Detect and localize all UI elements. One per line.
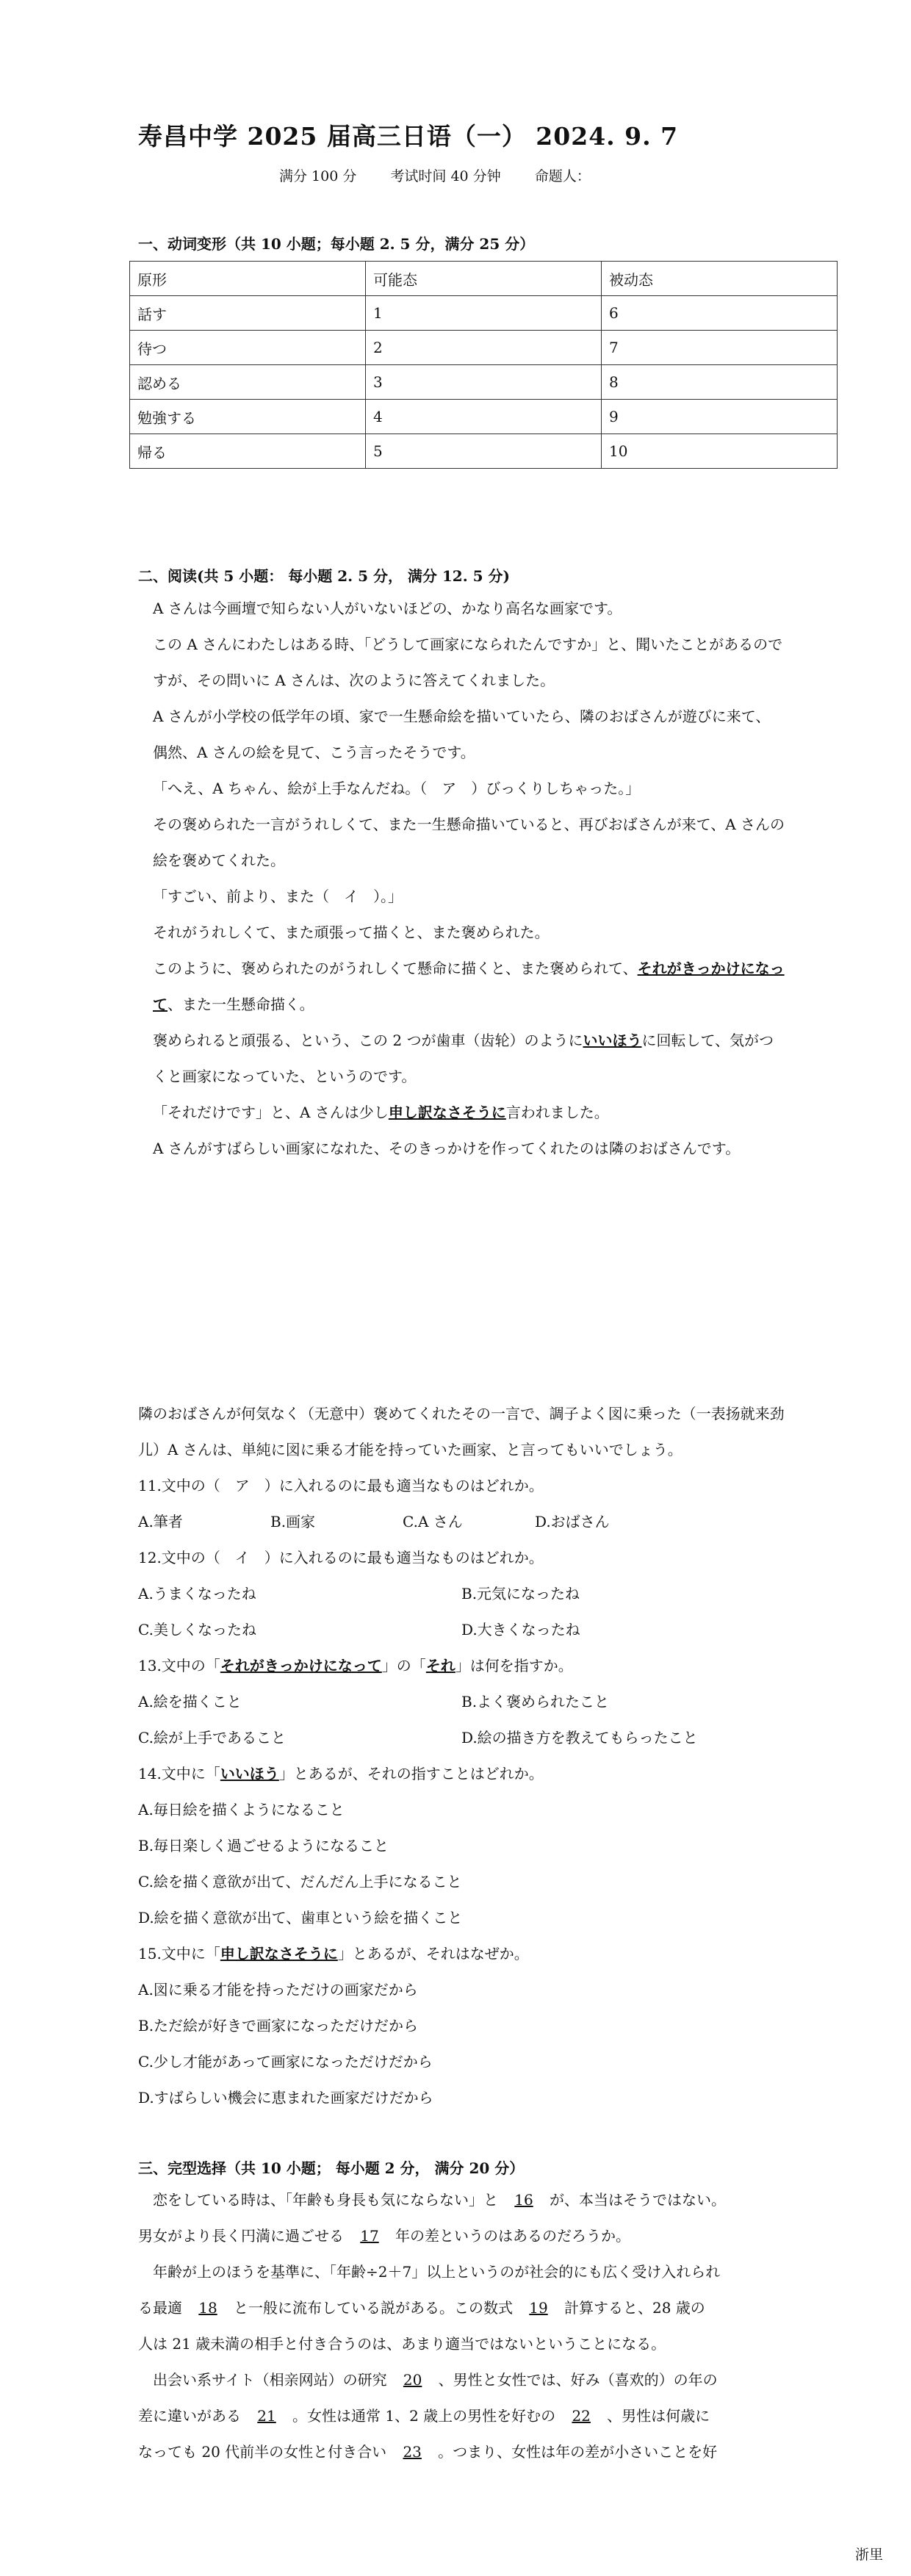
text-run: 14.文中に「 <box>138 1765 220 1782</box>
blank-21: 21 <box>257 2407 276 2425</box>
questions-block <box>138 1468 799 2116</box>
table-row <box>130 296 838 331</box>
text-run: 「それだけです」と、A さんは少し <box>153 1104 389 1121</box>
passage-paragraph <box>138 1023 785 1095</box>
text-run: 年の差というのはあるのだろうか。 <box>395 2227 630 2245</box>
reading-passage-continued <box>138 1396 785 1468</box>
text-run: 」とあるが、それはなぜか。 <box>337 1945 529 1962</box>
option: D.おばさん <box>535 1513 610 1530</box>
score-info: 满分 100 分 <box>279 168 357 184</box>
passage-paragraph: 隣のおばさんが何気なく（无意中）褒めてくれたその一言で、調子よく図に乗った（一表扬就来劲儿）A さんは、単純に図に乗る才能を持っていた画家、と言ってもいいでしょう。 <box>138 1405 785 1458</box>
text-run: 。つまり、女性は年の差が小さいことを好 <box>438 2443 718 2461</box>
cloze-line <box>138 2218 785 2254</box>
section1-heading: 一、动词变形（共 10 小题；每小题 2. 5 分，满分 25 分） <box>138 235 535 253</box>
question-11-options <box>138 1504 799 1540</box>
passage-paragraph: A さんがすばらしい画家になれた、そのきっかけを作ってくれたのは隣のおばさんです。 <box>153 1140 741 1157</box>
table-header-row <box>130 262 838 296</box>
table-cell: 7 <box>602 331 838 365</box>
text-run: 」の「 <box>381 1657 426 1674</box>
text-run: 計算すると、28 歳の <box>564 2299 705 2317</box>
text-run: 、また一生懸命描く。 <box>168 996 314 1013</box>
option: D.すばらしい機会に恵まれた画家だけだから <box>138 2089 433 2107</box>
underlined-phrase: いいほう <box>583 1032 642 1049</box>
section2-heading: 二、阅读(共 5 小题： 每小题 2. 5 分， 满分 12. 5 分) <box>138 567 510 585</box>
blank-20: 20 <box>403 2371 422 2389</box>
underlined-phrase: それがきっかけになって <box>153 960 785 1013</box>
table-cell: 帰る <box>130 434 366 469</box>
table-cell: 待つ <box>130 331 366 365</box>
reading-passage <box>138 591 785 1167</box>
option: D.絵を描く意欲が出て、歯車という絵を描くこと <box>138 1909 463 1926</box>
table-header: 被动态 <box>602 262 838 296</box>
option: B.画家 <box>270 1513 316 1530</box>
table-cell: 5 <box>366 434 602 469</box>
passage-paragraph: それがうれしくて、また頑張って描くと、また褒められた。 <box>153 924 550 941</box>
passage-paragraph <box>138 951 785 1023</box>
question-13 <box>138 1648 799 1684</box>
option: A.筆者 <box>138 1513 183 1530</box>
text-run: 、男性は何歳に <box>607 2407 710 2425</box>
text-run: と一般に流布している説がある。この数式 <box>234 2299 513 2317</box>
table-cell: 9 <box>602 400 838 434</box>
option: C.絵を描く意欲が出て、だんだん上手になること <box>138 1873 462 1890</box>
table-row <box>130 434 838 469</box>
table-row <box>130 400 838 434</box>
table-header: 可能态 <box>366 262 602 296</box>
option: B.元気になったね <box>461 1585 580 1602</box>
cloze-line <box>138 2182 785 2218</box>
passage-paragraph: A さんは今画壇で知らない人がいないほどの、かなり高名な画家です。 <box>153 600 622 617</box>
question-12-options <box>138 1612 799 1648</box>
table-cell: 3 <box>366 365 602 400</box>
table-cell: 2 <box>366 331 602 365</box>
option: B.よく褒められたこと <box>461 1693 610 1710</box>
page-title: 寿昌中学 2025 届高三日语（一） 2024. 9. 7 <box>138 122 679 151</box>
option: A.絵を描くこと <box>138 1693 242 1710</box>
passage-paragraph: 「へえ、A ちゃん、絵が上手なんだね。（ ア ）びっくりしちゃった。」 <box>153 780 641 797</box>
text-run: る最適 <box>138 2299 182 2317</box>
passage-paragraph <box>138 1095 785 1131</box>
table-cell: 認める <box>130 365 366 400</box>
question-13-options <box>138 1684 799 1720</box>
text-run: が、本当はそうではない。 <box>550 2191 726 2209</box>
option: B.毎日楽しく過ごせるようになること <box>138 1837 389 1854</box>
underlined-phrase: いいほう <box>220 1765 279 1782</box>
option: A.図に乗る才能を持っただけの画家だから <box>138 1981 418 1998</box>
text-run: なっても 20 代前半の女性と付き合い <box>138 2443 387 2461</box>
option: C.A さん <box>403 1513 463 1530</box>
text-run: 15.文中に「 <box>138 1945 220 1962</box>
table-cell: 1 <box>366 296 602 331</box>
blank-16: 16 <box>514 2191 533 2209</box>
time-info: 考试时间 40 分钟 <box>390 168 501 184</box>
option: D.絵の描き方を教えてもらったこと <box>461 1729 698 1746</box>
exam-info <box>279 165 620 185</box>
text-run: 、男性と女性では、好み（喜欢的）の年の <box>438 2371 718 2389</box>
table-row <box>130 365 838 400</box>
question-15 <box>138 1936 799 1972</box>
text-run: このように、褒められたのがうれしくて懸命に描くと、また褒められて、 <box>153 960 638 977</box>
table-row <box>130 331 838 365</box>
question-12-options <box>138 1576 799 1612</box>
table-cell: 8 <box>602 365 838 400</box>
cloze-line: 年齢が上のほうを基準に、「年齢÷2＋7」以上というのが社会的にも広く受け入れられ <box>153 2263 721 2281</box>
text-run: 男女がより長く円満に過ごせる <box>138 2227 344 2245</box>
text-run: 恋をしている時は、「年齢も身長も気にならない」と <box>153 2191 498 2209</box>
cloze-line <box>138 2398 785 2434</box>
passage-paragraph: この A さんにわたしはある時、「どうして画家になられたんですか」と、聞いたことがあるのですが、その問いに A さんは、次のように答えてくれました。 <box>153 636 783 689</box>
table-cell: 勉強する <box>130 400 366 434</box>
table-cell: 10 <box>602 434 838 469</box>
underlined-phrase: 申し訳なさそうに <box>388 1104 506 1121</box>
underlined-phrase: それがきっかけになって <box>220 1657 382 1674</box>
text-run: 言われました。 <box>505 1104 609 1121</box>
author-info: 命题人： <box>534 168 591 184</box>
option: C.少し才能があって画家になっただけだから <box>138 2053 433 2070</box>
blank-23: 23 <box>403 2443 422 2461</box>
question-14 <box>138 1756 799 1792</box>
table-cell: 話す <box>130 296 366 331</box>
passage-paragraph: 「すごい、前より、また（ イ ）。」 <box>153 888 403 905</box>
text-run: 」は何を指すか。 <box>455 1657 573 1674</box>
option: C.美しくなったね <box>138 1621 256 1638</box>
blank-22: 22 <box>572 2407 591 2425</box>
corner-mark: 浙里 <box>854 2547 883 2563</box>
text-run: 差に違いがある <box>138 2407 241 2425</box>
text-run: 13.文中の「 <box>138 1657 220 1674</box>
underlined-phrase: それ <box>425 1657 455 1674</box>
cloze-line <box>138 2290 785 2326</box>
option: D.大きくなったね <box>461 1621 580 1638</box>
text-run: 。女性は通常 1、2 歳上の男性を好むの <box>292 2407 556 2425</box>
passage-paragraph: A さんが小学校の低学年の頃、家で一生懸命絵を描いていたら、隣のおばさんが遊びに来て、偶然、A さんの絵を見て、こう言ったそうです。 <box>153 708 771 761</box>
text-run: に回転して、気がつくと画家になっていた、というのです。 <box>153 1032 774 1085</box>
option: B.ただ絵が好きで画家になっただけだから <box>138 2017 419 2034</box>
text-run: 」とあるが、それの指すことはどれか。 <box>278 1765 544 1782</box>
blank-18: 18 <box>198 2299 217 2317</box>
text-run: 出会い系サイト（相亲网站）の研究 <box>153 2371 387 2389</box>
cloze-line <box>138 2362 785 2398</box>
underlined-phrase: 申し訳なさそうに <box>220 1945 338 1962</box>
option: A.うまくなったね <box>138 1585 256 1602</box>
question-13-options <box>138 1720 799 1756</box>
text-run: 褒められると頑張る、という、この 2 つが歯車（齿轮）のように <box>153 1032 583 1049</box>
section3-heading: 三、完型选择（共 10 小题； 每小题 2 分， 满分 20 分） <box>138 2159 525 2177</box>
passage-paragraph: その褒められた一言がうれしくて、また一生懸命描いていると、再びおばさんが来て、A さんの絵を褒めてくれた。 <box>153 816 785 869</box>
question-12: 12.文中の（ イ ）に入れるのに最も適当なものはどれか。 <box>138 1549 544 1566</box>
cloze-line <box>138 2434 785 2470</box>
verb-table <box>129 261 838 469</box>
cloze-line: 人は 21 歳未満の相手と付き合うのは、あまり適当ではないということになる。 <box>138 2335 666 2353</box>
blank-17: 17 <box>360 2227 379 2245</box>
option: A.毎日絵を描くようになること <box>138 1801 345 1818</box>
cloze-passage <box>138 2182 785 2470</box>
option: C.絵が上手であること <box>138 1729 286 1746</box>
table-cell: 4 <box>366 400 602 434</box>
blank-19: 19 <box>529 2299 548 2317</box>
table-cell: 6 <box>602 296 838 331</box>
table-header: 原形 <box>130 262 366 296</box>
question-11: 11.文中の（ ア ）に入れるのに最も適当なものはどれか。 <box>138 1477 544 1494</box>
